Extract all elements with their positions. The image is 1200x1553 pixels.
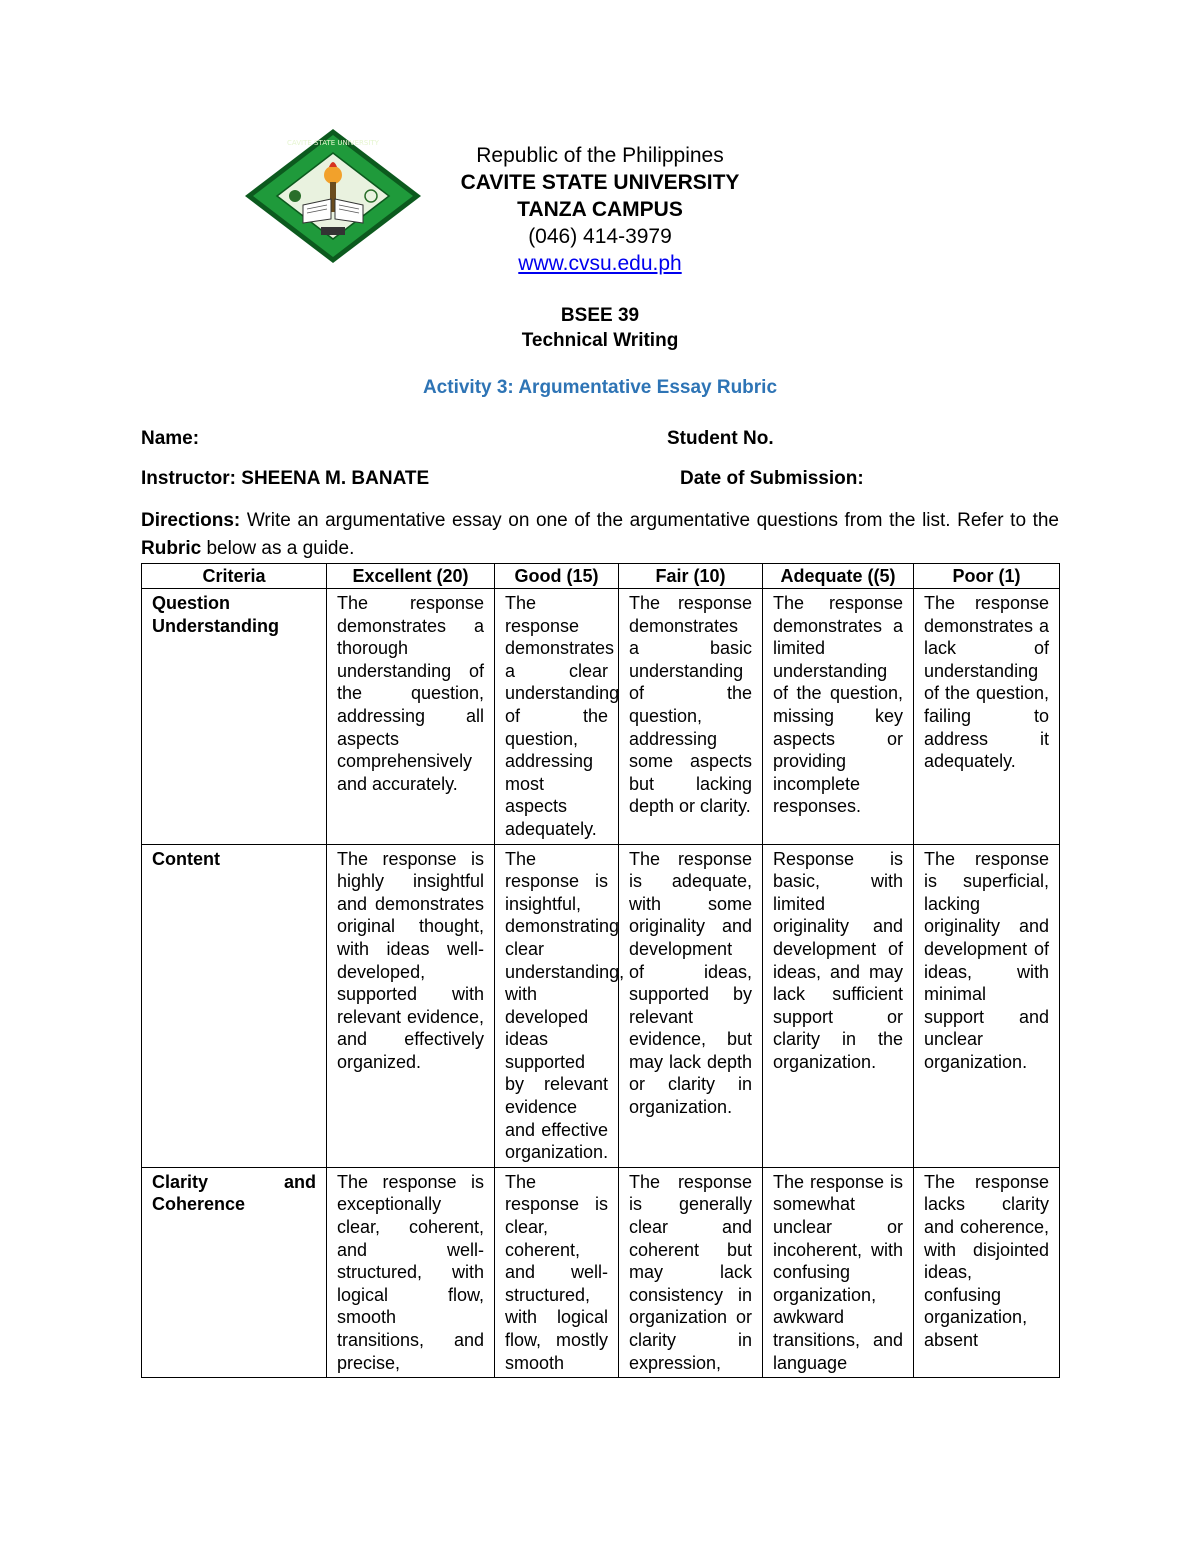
header-poor: Poor (1) xyxy=(914,564,1060,589)
rubric-cell: The response is highly insightful and demonstrates original thought, with ideas well-developed, supported with relevant evidence, and effectively organized. xyxy=(327,844,495,1167)
rubric-cell: The response is superficial, lacking originality and development of ideas, with minimal support and unclear organization. xyxy=(914,844,1060,1167)
rubric-table xyxy=(141,563,1060,1378)
course-title: Technical Writing xyxy=(521,330,679,351)
header-fair: Fair (10) xyxy=(619,564,763,589)
course-block xyxy=(300,303,900,353)
header-good: Good (15) xyxy=(495,564,619,589)
republic-line: Republic of the Philippines xyxy=(476,144,724,167)
rubric-word: Rubric xyxy=(141,538,202,559)
rubric-cell: Response is basic, with limited originality and development of ideas, and may lack sufficient support or clarity in the organization. xyxy=(763,844,914,1167)
table-row xyxy=(142,1167,1060,1377)
rubric-cell: The response is somewhat unclear or incoherent, with confusing organization, awkward transitions, and language xyxy=(763,1167,914,1377)
course-code: BSEE 39 xyxy=(560,305,640,326)
table-row xyxy=(142,844,1060,1167)
header-adequate: Adequate ((5) xyxy=(763,564,914,589)
rubric-cell: The response is exceptionally clear, coherent, and well-structured, with logical flow, smooth transitions, and precise, xyxy=(327,1167,495,1377)
rubric-cell: The response is clear, coherent, and well-structured, with logical flow, mostly smooth xyxy=(495,1167,619,1377)
rubric-cell: The response is adequate, with some originality and development of ideas, supported by relevant evidence, but may lack depth or clarity in organization. xyxy=(619,844,763,1167)
seal-text: CAVITE STATE UNIVERSITY xyxy=(287,139,379,147)
campus-name: TANZA CAMPUS xyxy=(517,198,683,221)
rubric-cell: The response is insightful, demonstrating clear understanding, with developed ideas supported by relevant evidence and effective organization. xyxy=(495,844,619,1167)
directions-text-2: below as a guide. xyxy=(201,538,355,559)
rubric-cell: The response demonstrates a thorough understanding of the question, addressing all aspects comprehensively and accurately. xyxy=(327,589,495,845)
criteria-cell: Question Understanding xyxy=(142,589,327,845)
directions-text-1: Write an argumentative essay on one of the argumentative questions from the list. Refer to the xyxy=(240,510,1059,531)
header-criteria: Criteria xyxy=(142,564,327,589)
rubric-cell: The response demonstrates a clear understanding of the question, addressing most aspects adequately. xyxy=(495,589,619,845)
directions-paragraph xyxy=(141,507,1059,563)
criteria-cell: Content xyxy=(142,844,327,1167)
rubric-cell: The response demonstrates a limited understanding of the question, missing key aspects or providing incomplete responses. xyxy=(763,589,914,845)
activity-title: Activity 3: Argumentative Essay Rubric xyxy=(422,377,778,398)
student-no-label: Student No. xyxy=(667,428,774,449)
letterhead xyxy=(300,142,900,277)
university-name: CAVITE STATE UNIVERSITY xyxy=(460,171,740,194)
date-of-submission-label: Date of Submission: xyxy=(680,468,864,489)
instructor-label: Instructor: SHEENA M. BANATE xyxy=(141,468,430,489)
rubric-cell: The response lacks clarity and coherence, with disjointed ideas, confusing organization, absent xyxy=(914,1167,1060,1377)
directions-label: Directions: xyxy=(141,510,241,531)
name-label: Name: xyxy=(141,428,200,449)
table-row xyxy=(142,589,1060,845)
rubric-header-row xyxy=(142,564,1060,589)
rubric-cell: The response demonstrates a lack of understanding of the question, failing to address it adequately. xyxy=(914,589,1060,845)
criteria-cell: Clarity and Coherence xyxy=(142,1167,327,1377)
rubric-cell: The response demonstrates a basic understanding of the question, addressing some aspects but lacking depth or clarity. xyxy=(619,589,763,845)
phone-number: (046) 414-3979 xyxy=(528,225,672,248)
website-link[interactable]: www.cvsu.edu.ph xyxy=(518,252,682,275)
header-excellent: Excellent (20) xyxy=(327,564,495,589)
rubric-cell: The response is generally clear and coherent but may lack consistency in organization or clarity in expression, xyxy=(619,1167,763,1377)
